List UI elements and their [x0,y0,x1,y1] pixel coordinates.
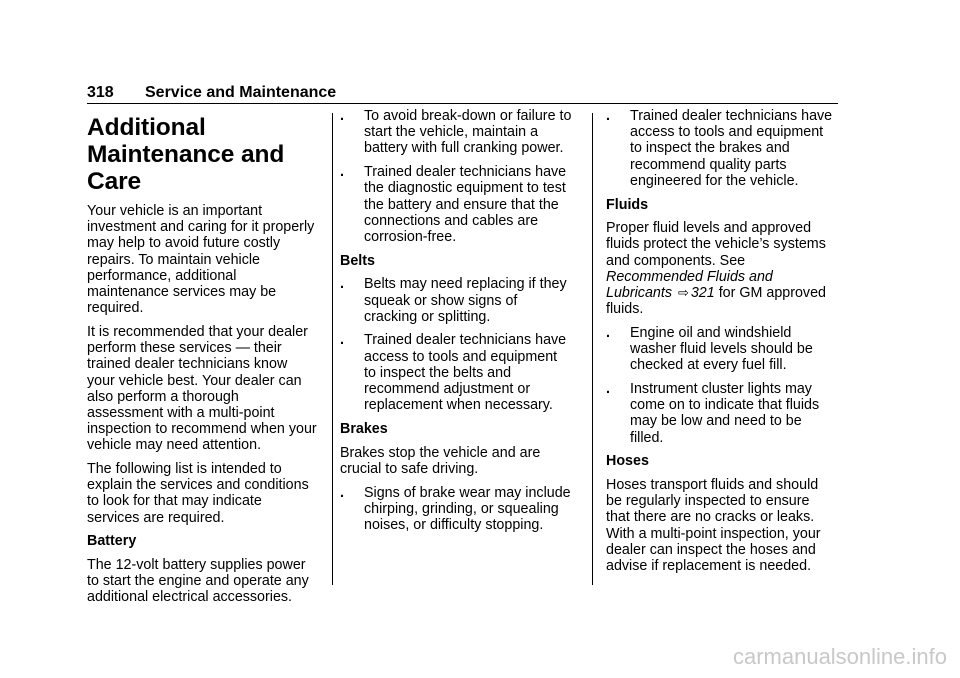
line: explain the services and conditions [87,477,309,494]
line: be regularly inspected to ensure [606,493,810,510]
section-title: Service and Maintenance [145,84,337,101]
brakes-paragraph [340,445,580,477]
brakes-bullet-1 [340,485,580,534]
line: battery with full cranking power. [364,140,564,157]
page-title [87,114,325,195]
line: may be low and need to be [630,413,802,430]
line: assessment with a multi-point [87,404,275,421]
column-1 [87,108,325,613]
line: checked at every fuel fill. [630,357,787,374]
line: noises, or difficulty stopping. [364,516,544,533]
line: Trained dealer technicians have [364,164,567,181]
column-2 [340,108,580,541]
line: connections and cables are [364,212,539,229]
fluids-paragraph [606,220,842,317]
line: Brakes stop the vehicle and are [340,444,541,461]
bullet-marker: . [606,108,610,124]
line: trained dealer technicians know [87,356,288,373]
line: Engine oil and windshield [630,324,792,341]
line: vehicle may need attention. [87,437,262,454]
line: Hoses transport fluids and should [606,477,819,494]
intro-paragraph [87,203,325,316]
column-divider-2 [592,113,593,585]
watermark: carmanualsonline.info [732,644,947,669]
line: and components. See [606,252,746,269]
line: The 12-volt battery supplies power [87,557,306,574]
line: investment and caring for it properly [87,219,315,236]
line: fluids. [606,301,644,318]
lubricants-link[interactable]: Lubricants [606,285,672,302]
line: filled. [630,429,664,446]
line: It is recommended that your dealer [87,323,308,340]
line: recommend adjustment or [364,381,531,398]
page-number: 318 [87,84,114,101]
bullet-marker: . [340,332,344,349]
line: access to tools and equipment [630,124,824,141]
line: that there are no cracks or leaks. [606,509,815,526]
line: performance, additional [87,267,237,284]
bullet-marker: . [340,484,344,501]
line: Trained dealer technicians have [364,332,567,349]
bullet-marker: . [340,108,344,124]
line: Proper fluid levels and approved [606,220,812,237]
line: advise if replacement is needed. [606,558,812,575]
battery-bullet-1 [340,108,580,157]
fluids-bullet-2 [606,381,842,446]
hoses-heading: Hoses [606,453,649,470]
bullet-marker: . [340,276,344,293]
line: Belts may need replacing if they [364,276,567,293]
line: services are required. [87,509,225,526]
line: engineered for the vehicle. [630,172,799,189]
page-ref-number[interactable]: 321 [690,285,715,302]
line: to look for that may indicate [87,493,262,510]
fluids-bullet-1 [606,325,842,374]
line: Signs of brake wear may include [364,484,571,501]
column-divider-1 [332,113,333,585]
brakes-bullet-2 [606,108,842,189]
header-rule [87,103,838,104]
line: corrosion-free. [364,228,457,245]
page-ref-arrow-icon: ⇨ [677,285,689,301]
brakes-heading: Brakes [340,420,388,437]
column-3 [606,108,842,582]
line: chirping, grinding, or squealing [364,500,559,517]
line: recommend quality parts [630,156,787,173]
bullet-marker: . [606,324,610,341]
line: squeak or show signs of [364,292,518,309]
line: With a multi-point inspection, your [606,525,821,542]
line: Trained dealer technicians have [630,108,833,124]
title-line-2: Maintenance and Care [87,141,285,195]
line: inspection to recommend when your [87,421,317,438]
title-line-1: Additional [87,114,206,141]
belts-bullet-1 [340,276,580,325]
line: perform these services — their [87,340,282,357]
bullet-marker: . [606,381,610,398]
line: your vehicle best. Your dealer can [87,372,302,389]
line: to inspect the belts and [364,364,512,381]
line: replacement when necessary. [364,397,553,414]
list-intro-paragraph [87,461,325,526]
battery-bullet-2 [340,164,580,245]
battery-heading: Battery [87,533,137,550]
line: come on to indicate that fluids [630,397,820,414]
recommended-fluids-link[interactable]: Recommended Fluids and [606,268,773,285]
belts-bullet-2 [340,332,580,413]
line: Instrument cluster lights may [630,381,812,398]
line: additional electrical accessories. [87,589,293,606]
line: dealer can inspect the hoses and [606,541,816,558]
line: the battery and ensure that the [364,196,559,213]
line: repairs. To maintain vehicle [87,251,260,268]
line: To avoid break-down or failure to [364,108,572,124]
dealer-paragraph [87,324,325,454]
hoses-paragraph [606,477,842,574]
line: to start the engine and operate any [87,573,309,590]
page-header [87,84,336,102]
line: also perform a thorough [87,388,239,405]
line: the diagnostic equipment to test [364,180,566,197]
belts-heading: Belts [340,252,375,269]
bullet-marker: . [340,164,344,181]
line: start the vehicle, maintain a [364,124,539,141]
line: access to tools and equipment [364,348,558,365]
line: required. [87,300,144,317]
line: Your vehicle is an important [87,203,263,219]
line: washer fluid levels should be [630,341,813,358]
line: The following list is intended to [87,461,282,478]
line: cracking or splitting. [364,308,491,325]
line: crucial to safe driving. [340,460,479,477]
line: to inspect the brakes and [630,140,790,157]
line: may help to avoid future costly [87,235,281,252]
line: maintenance services may be [87,284,277,301]
battery-paragraph [87,557,325,606]
line: for GM approved [718,285,826,302]
fluids-heading: Fluids [606,196,649,213]
line: fluids protect the vehicle’s systems [606,236,826,253]
